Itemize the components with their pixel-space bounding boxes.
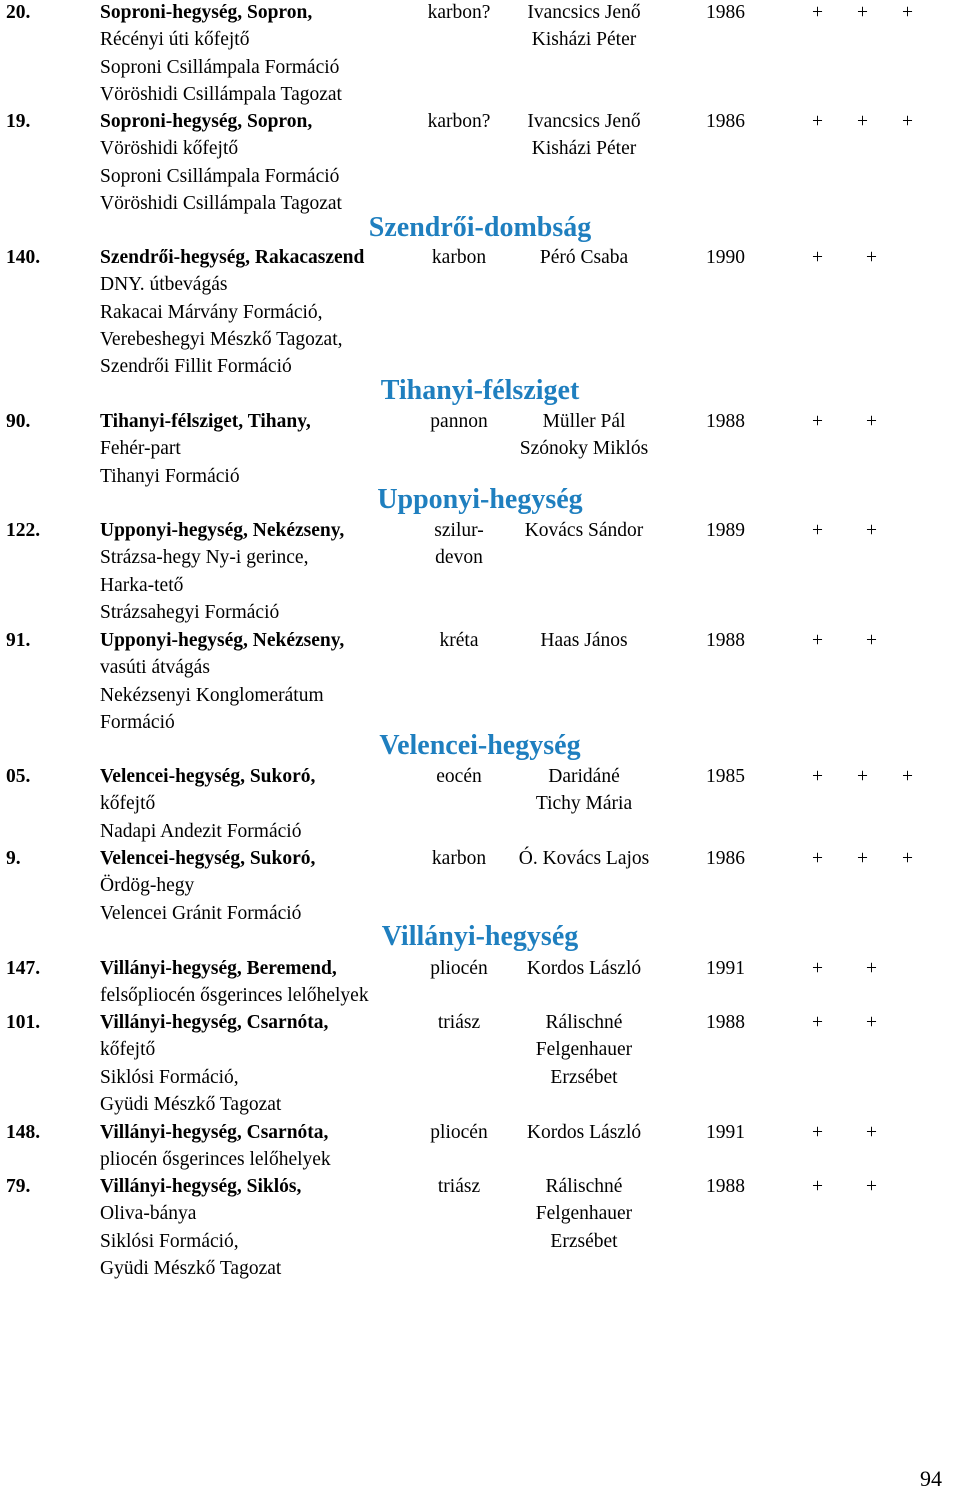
mark: +	[812, 2, 823, 23]
site-number: 19.	[6, 111, 31, 132]
author-line: Daridáné	[548, 766, 620, 787]
location-line: Vöröshidi Csillámpala Tagozat	[100, 83, 342, 105]
location-line: Villányi-hegység, Siklós,	[100, 1176, 302, 1197]
site-number: 90.	[6, 411, 31, 432]
author-line: Ivancsics Jenő	[527, 111, 641, 132]
author-line: Kordos László	[526, 958, 642, 979]
authors	[500, 763, 668, 818]
location-line: Szendrői-hegység, Rakacaszend	[100, 247, 365, 268]
location-line: Velencei Gránit Formáció	[100, 902, 302, 924]
author-line: Erzsébet	[550, 1230, 618, 1252]
age-line: karbon	[431, 848, 487, 869]
geologic-age	[418, 1173, 500, 1200]
authors	[500, 955, 668, 982]
year: 1986	[706, 848, 745, 869]
region-heading: Szendrői-dombság	[368, 212, 592, 243]
location-line: Tihanyi-félsziget, Tihany,	[100, 411, 311, 432]
mark: +	[812, 520, 823, 541]
mark: +	[857, 111, 868, 132]
site-location	[100, 1173, 430, 1282]
author-line: Ivancsics Jenő	[527, 2, 641, 23]
mark: +	[857, 2, 868, 23]
location-line: Siklósi Formáció,	[100, 1066, 239, 1088]
age-line: pliocén	[430, 958, 488, 979]
author-line: Müller Pál	[542, 411, 626, 432]
author-line: Erzsébet	[550, 1066, 618, 1088]
site-location	[100, 1009, 430, 1118]
location-line: kőfejtő	[100, 1039, 156, 1061]
location-line: Soproni-hegység, Sopron,	[100, 111, 313, 132]
site-location	[100, 0, 430, 108]
location-line: Ördög-hegy	[100, 875, 195, 897]
site-location	[100, 244, 430, 380]
mark: +	[866, 1122, 877, 1143]
site-location	[100, 517, 430, 626]
site-location	[100, 955, 430, 1010]
location-line: Soproni-hegység, Sopron,	[100, 2, 313, 23]
mark: +	[812, 247, 823, 268]
location-line: Upponyi-hegység, Nekézseny,	[100, 630, 345, 651]
year: 1988	[706, 1012, 745, 1033]
author-line: Ó. Kovács Lajos	[518, 848, 650, 869]
authors	[500, 517, 668, 544]
marks	[812, 627, 947, 654]
year: 1988	[706, 630, 745, 651]
mark: +	[812, 1122, 823, 1143]
year: 1991	[706, 958, 745, 979]
mark: +	[866, 958, 877, 979]
year: 1988	[706, 411, 745, 432]
mark: +	[812, 411, 823, 432]
age-line: triász	[437, 1012, 481, 1033]
location-line: Vöröshidi kőfejtő	[100, 138, 239, 160]
mark: +	[866, 247, 877, 268]
location-line: Gyüdi Mészkő Tagozat	[100, 1093, 282, 1115]
location-line: Soproni Csillámpala Formáció	[100, 56, 340, 78]
mark: +	[866, 1012, 877, 1033]
marks	[812, 763, 947, 790]
location-line: Velencei-hegység, Sukoró,	[100, 766, 316, 787]
location-line: pliocén ősgerinces lelőhelyek	[100, 1149, 331, 1171]
mark: +	[812, 958, 823, 979]
location-line: Nadapi Andezit Formáció	[100, 820, 302, 842]
marks	[812, 1119, 947, 1146]
marks	[812, 517, 947, 544]
geologic-age	[418, 0, 500, 26]
authors	[500, 1119, 668, 1146]
page-number: 94	[920, 1466, 942, 1491]
site-number: 20.	[6, 2, 31, 23]
marks	[812, 1009, 947, 1036]
location-line: Villányi-hegység, Beremend,	[100, 958, 337, 979]
author-line: Kovács Sándor	[524, 520, 644, 541]
mark: +	[812, 111, 823, 132]
author-line: Szónoky Miklós	[519, 438, 649, 460]
site-location	[100, 1119, 430, 1174]
mark: +	[812, 1012, 823, 1033]
location-line: Szendrői Fillit Formáció	[100, 356, 292, 378]
mark: +	[902, 2, 913, 23]
site-location	[100, 627, 430, 736]
authors	[500, 408, 668, 463]
mark: +	[866, 630, 877, 651]
age-line: devon	[435, 547, 483, 569]
author-line: Felgenhauer	[535, 1039, 633, 1061]
site-number: 147.	[6, 958, 41, 979]
geologic-age	[418, 517, 500, 572]
age-line: szilur-	[434, 520, 484, 541]
location-line: vasúti átvágás	[100, 657, 210, 679]
geologic-age	[418, 627, 500, 654]
location-line: felsőpliocén ősgerinces lelőhelyek	[100, 985, 369, 1007]
site-number: 79.	[6, 1176, 31, 1197]
age-line: pliocén	[430, 1122, 488, 1143]
site-location	[100, 845, 430, 927]
author-line: Kordos László	[526, 1122, 642, 1143]
marks	[812, 408, 947, 435]
mark: +	[857, 848, 868, 869]
age-line: kréta	[439, 630, 479, 651]
location-line: Fehér-part	[100, 438, 181, 460]
mark: +	[866, 1176, 877, 1197]
author-line: Rálischné	[545, 1012, 623, 1033]
age-line: karbon?	[427, 111, 491, 132]
geologic-age	[418, 845, 500, 872]
author-line: Rálischné	[545, 1176, 623, 1197]
region-heading: Upponyi-hegység	[377, 484, 583, 515]
geologic-age	[418, 244, 500, 271]
region-heading: Velencei-hegység	[379, 730, 581, 761]
mark: +	[902, 111, 913, 132]
location-line: Siklósi Formáció,	[100, 1230, 239, 1252]
site-location	[100, 108, 430, 217]
author-line: Kisházi Péter	[531, 138, 637, 160]
geologic-age	[418, 408, 500, 435]
marks	[812, 845, 947, 872]
location-line: kőfejtő	[100, 793, 156, 815]
age-line: karbon?	[427, 2, 491, 23]
site-location	[100, 763, 430, 845]
location-line: Récényi úti kőfejtő	[100, 29, 250, 51]
location-line: Tihanyi Formáció	[100, 465, 240, 487]
region-heading: Villányi-hegység	[381, 921, 579, 952]
location-line: Harka-tető	[100, 574, 184, 596]
location-line: Strázsahegyi Formáció	[100, 601, 280, 623]
year: 1985	[706, 766, 745, 787]
site-number: 122.	[6, 520, 41, 541]
location-line: Oliva-bánya	[100, 1203, 197, 1225]
site-number: 9.	[6, 848, 21, 869]
site-location	[100, 408, 430, 490]
site-number: 140.	[6, 247, 41, 268]
marks	[812, 0, 947, 26]
marks	[812, 955, 947, 982]
location-line: Vöröshidi Csillámpala Tagozat	[100, 192, 342, 214]
authors	[500, 0, 668, 54]
geologic-age	[418, 763, 500, 790]
site-number: 148.	[6, 1122, 41, 1143]
location-line: Verebeshegyi Mészkő Tagozat,	[100, 328, 343, 350]
location-line: Villányi-hegység, Csarnóta,	[100, 1122, 329, 1143]
mark: +	[812, 848, 823, 869]
age-line: karbon	[431, 247, 487, 268]
site-number: 91.	[6, 630, 31, 651]
authors	[500, 1009, 668, 1091]
mark: +	[857, 766, 868, 787]
location-line: Formáció	[100, 711, 175, 733]
site-number: 05.	[6, 766, 31, 787]
location-line: Gyüdi Mészkő Tagozat	[100, 1257, 282, 1279]
location-line: Soproni Csillámpala Formáció	[100, 165, 340, 187]
authors	[500, 108, 668, 163]
mark: +	[866, 411, 877, 432]
author-line: Felgenhauer	[535, 1203, 633, 1225]
age-line: eocén	[436, 766, 482, 787]
year: 1990	[706, 247, 745, 268]
region-heading: Tihanyi-félsziget	[380, 375, 580, 406]
year: 1989	[706, 520, 745, 541]
mark: +	[902, 766, 913, 787]
year: 1991	[706, 1122, 745, 1143]
mark: +	[812, 766, 823, 787]
site-number: 101.	[6, 1012, 41, 1033]
mark: +	[812, 630, 823, 651]
author-line: Péró Csaba	[539, 247, 629, 268]
mark: +	[866, 520, 877, 541]
marks	[812, 244, 947, 271]
authors	[500, 845, 668, 872]
location-line: Velencei-hegység, Sukoró,	[100, 848, 316, 869]
location-line: Strázsa-hegy Ny-i gerince,	[100, 547, 309, 569]
marks	[812, 108, 947, 135]
age-line: triász	[437, 1176, 481, 1197]
geologic-age	[418, 108, 500, 135]
year: 1988	[706, 1176, 745, 1197]
location-line: DNY. útbevágás	[100, 274, 228, 296]
year: 1986	[706, 2, 745, 23]
mark: +	[812, 1176, 823, 1197]
authors	[500, 244, 668, 271]
authors	[500, 627, 668, 654]
location-line: Rakacai Márvány Formáció,	[100, 301, 323, 323]
author-line: Kisházi Péter	[531, 29, 637, 51]
author-line: Haas János	[540, 630, 628, 651]
geologic-age	[418, 1009, 500, 1036]
marks	[812, 1173, 947, 1200]
year: 1986	[706, 111, 745, 132]
location-line: Villányi-hegység, Csarnóta,	[100, 1012, 329, 1033]
geologic-age	[418, 955, 500, 982]
age-line: pannon	[430, 411, 488, 432]
mark: +	[902, 848, 913, 869]
authors	[500, 1173, 668, 1255]
location-line: Nekézsenyi Konglomerátum	[100, 684, 324, 706]
location-line: Upponyi-hegység, Nekézseny,	[100, 520, 345, 541]
geologic-age	[418, 1119, 500, 1146]
author-line: Tichy Mária	[535, 793, 633, 815]
